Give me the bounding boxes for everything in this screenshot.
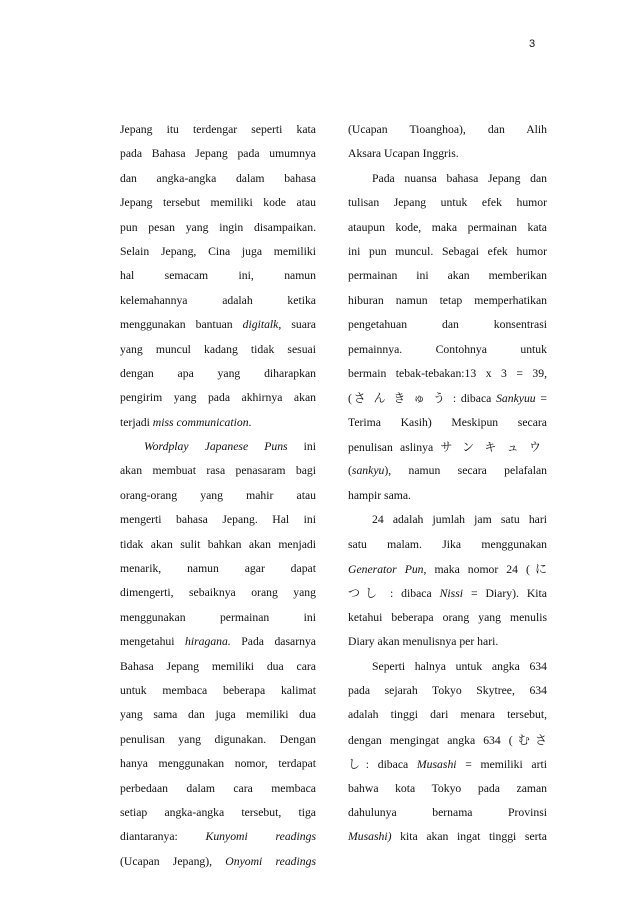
- italic-text: Nissi: [439, 587, 464, 601]
- text-run: ini: [287, 440, 316, 454]
- text-run: dengan mengingat angka 634 (: [348, 733, 513, 747]
- text-line: [120, 557, 316, 581]
- text-run: dengan apa yang diharapkan: [120, 366, 316, 380]
- japanese-text: サンキュウ: [440, 440, 547, 455]
- text-run: = memiliki arti: [456, 758, 547, 772]
- japanese-text: に: [529, 562, 547, 577]
- text-run: bermain tebak-tebakan:13 x 3 = 39,: [348, 366, 547, 380]
- text-run: pada sejarah Tokyo Skytree, 634: [348, 683, 547, 697]
- text-run: permainan ini akan memberikan: [348, 269, 547, 283]
- text-line: [120, 508, 316, 532]
- text-run: ketahui beberapa orang yang menulis: [348, 610, 547, 624]
- text-run: Pada dasarnya: [230, 635, 316, 649]
- text-line: [120, 655, 316, 679]
- text-line: [348, 679, 547, 703]
- text-line: [120, 752, 316, 776]
- text-line: [120, 338, 316, 362]
- text-run: , maka nomor 24 (: [423, 563, 530, 577]
- text-line: [120, 142, 316, 166]
- text-run: dahulunya bernama Provinsi: [348, 805, 547, 819]
- italic-text: Onyomi readings: [225, 854, 316, 868]
- left-column: [120, 118, 316, 874]
- text-run: menggunakan permainan ini: [120, 610, 316, 624]
- text-line: [348, 411, 547, 435]
- text-line: [348, 167, 547, 191]
- italic-text: Sankyuu: [496, 392, 536, 406]
- text-run: tidak akan sulit bahkan akan menjadi: [120, 537, 316, 551]
- text-run: .: [248, 415, 252, 429]
- text-run: yang sama dan juga memiliki dua: [120, 708, 316, 722]
- text-line: [120, 630, 316, 654]
- text-line: [120, 777, 316, 801]
- text-run: ataupun kode, maka permainan kata: [348, 220, 547, 234]
- text-run: = Diary). Kita: [463, 587, 547, 601]
- text-run: dimengerti, sebaiknya orang yang: [120, 586, 316, 600]
- text-line: [348, 240, 547, 264]
- text-run: bahwa kota Tokyo pada zaman: [348, 781, 547, 795]
- text-line: [348, 362, 547, 386]
- text-line: [348, 435, 547, 459]
- page-number: 3: [529, 38, 536, 50]
- text-line: [348, 703, 547, 727]
- text-run: ), namun secara pelafalan: [384, 464, 547, 478]
- italic-text: hiragana.: [185, 635, 231, 649]
- text-line: [348, 630, 547, 654]
- text-run: =: [535, 392, 547, 406]
- text-run: pengirim yang pada akhirnya akan: [120, 391, 316, 405]
- text-line: [348, 655, 547, 679]
- text-line: [120, 118, 316, 142]
- text-run: untuk membaca beberapa kalimat: [120, 683, 316, 697]
- text-run: hal semacam ini, namun: [120, 269, 316, 283]
- text-run: : dibaca: [452, 392, 497, 406]
- text-line: [348, 118, 547, 142]
- text-run: diantaranya:: [120, 830, 206, 844]
- text-line: [348, 606, 547, 630]
- text-run: tulisan Jepang untuk efek humor: [348, 196, 547, 210]
- japanese-text: さんきゅう: [351, 391, 453, 406]
- text-run: kita akan ingat tinggi serta: [391, 830, 547, 844]
- text-line: [120, 191, 316, 215]
- text-run: Diary akan menulisnya per hari.: [348, 635, 499, 649]
- text-line: [120, 728, 316, 752]
- italic-text: Kunyomi readings: [205, 830, 316, 844]
- text-line: [120, 801, 316, 825]
- text-line: [120, 216, 316, 240]
- text-run: : dibaca: [382, 587, 440, 601]
- text-line: [120, 289, 316, 313]
- text-run: Terima Kasih) Meskipun secara: [348, 415, 547, 429]
- text-line: [348, 801, 547, 825]
- text-run: Aksara Ucapan Inggris.: [348, 147, 459, 161]
- text-run: adalah tinggi dari menara tersebut,: [348, 708, 547, 722]
- text-line: [120, 313, 316, 337]
- text-run: pun pesan yang ingin disampaikan.: [120, 220, 316, 234]
- text-line: [348, 191, 547, 215]
- text-run: mengetahui: [120, 635, 185, 649]
- text-run: menarik, namun agar dapat: [120, 562, 316, 576]
- text-run: hanya menggunakan nomor, terdapat: [120, 757, 316, 771]
- text-line: [120, 240, 316, 264]
- text-line: [348, 728, 547, 752]
- text-run: ini pun muncul. Sebagai efek humor: [348, 244, 547, 258]
- text-line: [120, 459, 316, 483]
- text-line: [348, 264, 547, 288]
- text-line: [120, 850, 316, 874]
- text-line: [348, 533, 547, 557]
- italic-text: Wordplay Japanese Puns: [144, 440, 288, 454]
- japanese-text: つし: [348, 586, 383, 601]
- text-run: (Ucapan Tioanghoa), dan Alih: [348, 123, 547, 136]
- text-line: [120, 606, 316, 630]
- text-run: pengetahuan dan konsentrasi: [348, 318, 547, 332]
- text-run: pada Bahasa Jepang pada umumnya: [120, 147, 316, 161]
- right-column: [348, 118, 547, 850]
- text-run: hampir sama.: [348, 488, 411, 502]
- text-run: Bahasa Jepang memiliki dua cara: [120, 659, 316, 673]
- text-run: hiburan namun tetap memperhatikan: [348, 293, 547, 307]
- text-line: [120, 703, 316, 727]
- text-line: [348, 825, 547, 849]
- text-run: (: [348, 392, 352, 406]
- text-line: [348, 142, 547, 166]
- text-line: [120, 411, 316, 435]
- italic-text: miss communication: [152, 415, 249, 429]
- text-line: [120, 581, 316, 605]
- text-run: Jepang itu terdengar seperti kata: [120, 123, 316, 136]
- japanese-text: し: [348, 757, 366, 772]
- text-line: [348, 484, 547, 508]
- text-run: pemainnya. Contohnya untuk: [348, 342, 547, 356]
- text-line: [348, 557, 547, 581]
- text-line: [120, 167, 316, 191]
- italic-text: sankyu: [351, 464, 385, 478]
- text-line: [348, 777, 547, 801]
- text-line: [120, 264, 316, 288]
- text-run: (: [348, 464, 352, 478]
- text-run: Seperti halnya untuk angka 634: [372, 659, 547, 673]
- text-line: [120, 533, 316, 557]
- text-run: : dibaca: [365, 758, 417, 772]
- text-run: yang muncul kadang tidak sesuai: [120, 342, 316, 356]
- text-line: [348, 508, 547, 532]
- text-line: [120, 679, 316, 703]
- text-run: mengerti bahasa Jepang. Hal ini: [120, 513, 316, 527]
- text-run: Selain Jepang, Cina juga memiliki: [120, 244, 316, 258]
- text-line: [348, 338, 547, 362]
- text-run: Jepang tersebut memiliki kode atau: [120, 196, 316, 210]
- text-run: orang-orang yang mahir atau: [120, 488, 316, 502]
- text-line: [120, 484, 316, 508]
- text-run: penulisan yang digunakan. Dengan: [120, 732, 316, 746]
- text-run: setiap angka-angka tersebut, tiga: [120, 805, 316, 819]
- text-line: [120, 825, 316, 849]
- text-run: terjadi: [120, 415, 153, 429]
- text-line: [348, 313, 547, 337]
- japanese-text: むさ: [512, 732, 547, 747]
- text-line: [120, 435, 316, 459]
- italic-text: Musashi: [416, 758, 457, 772]
- text-run: (Ucapan Jepang),: [120, 854, 226, 868]
- text-run: kelemahannya adalah ketika: [120, 293, 316, 307]
- text-line: [348, 752, 547, 776]
- text-line: [348, 289, 547, 313]
- text-run: satu malam. Jika menggunakan: [348, 537, 547, 551]
- italic-text: Generator Pun: [348, 563, 424, 577]
- italic-text: Musashi): [348, 830, 392, 844]
- text-run: 24 adalah jumlah jam satu hari: [372, 513, 547, 527]
- text-line: [348, 459, 547, 483]
- text-run: dan angka-angka dalam bahasa: [120, 171, 316, 185]
- text-line: [120, 362, 316, 386]
- text-run: menggunakan bantuan: [120, 318, 243, 332]
- text-run: , suara: [278, 318, 316, 332]
- text-run: perbedaan dalam cara membaca: [120, 781, 316, 795]
- text-run: penulisan aslinya: [348, 441, 441, 455]
- text-line: [348, 386, 547, 410]
- text-line: [348, 581, 547, 605]
- text-line: [348, 216, 547, 240]
- text-run: akan membuat rasa penasaram bagi: [120, 464, 316, 478]
- text-line: [120, 386, 316, 410]
- text-run: Pada nuansa bahasa Jepang dan: [372, 171, 547, 185]
- italic-text: digitalk: [242, 318, 279, 332]
